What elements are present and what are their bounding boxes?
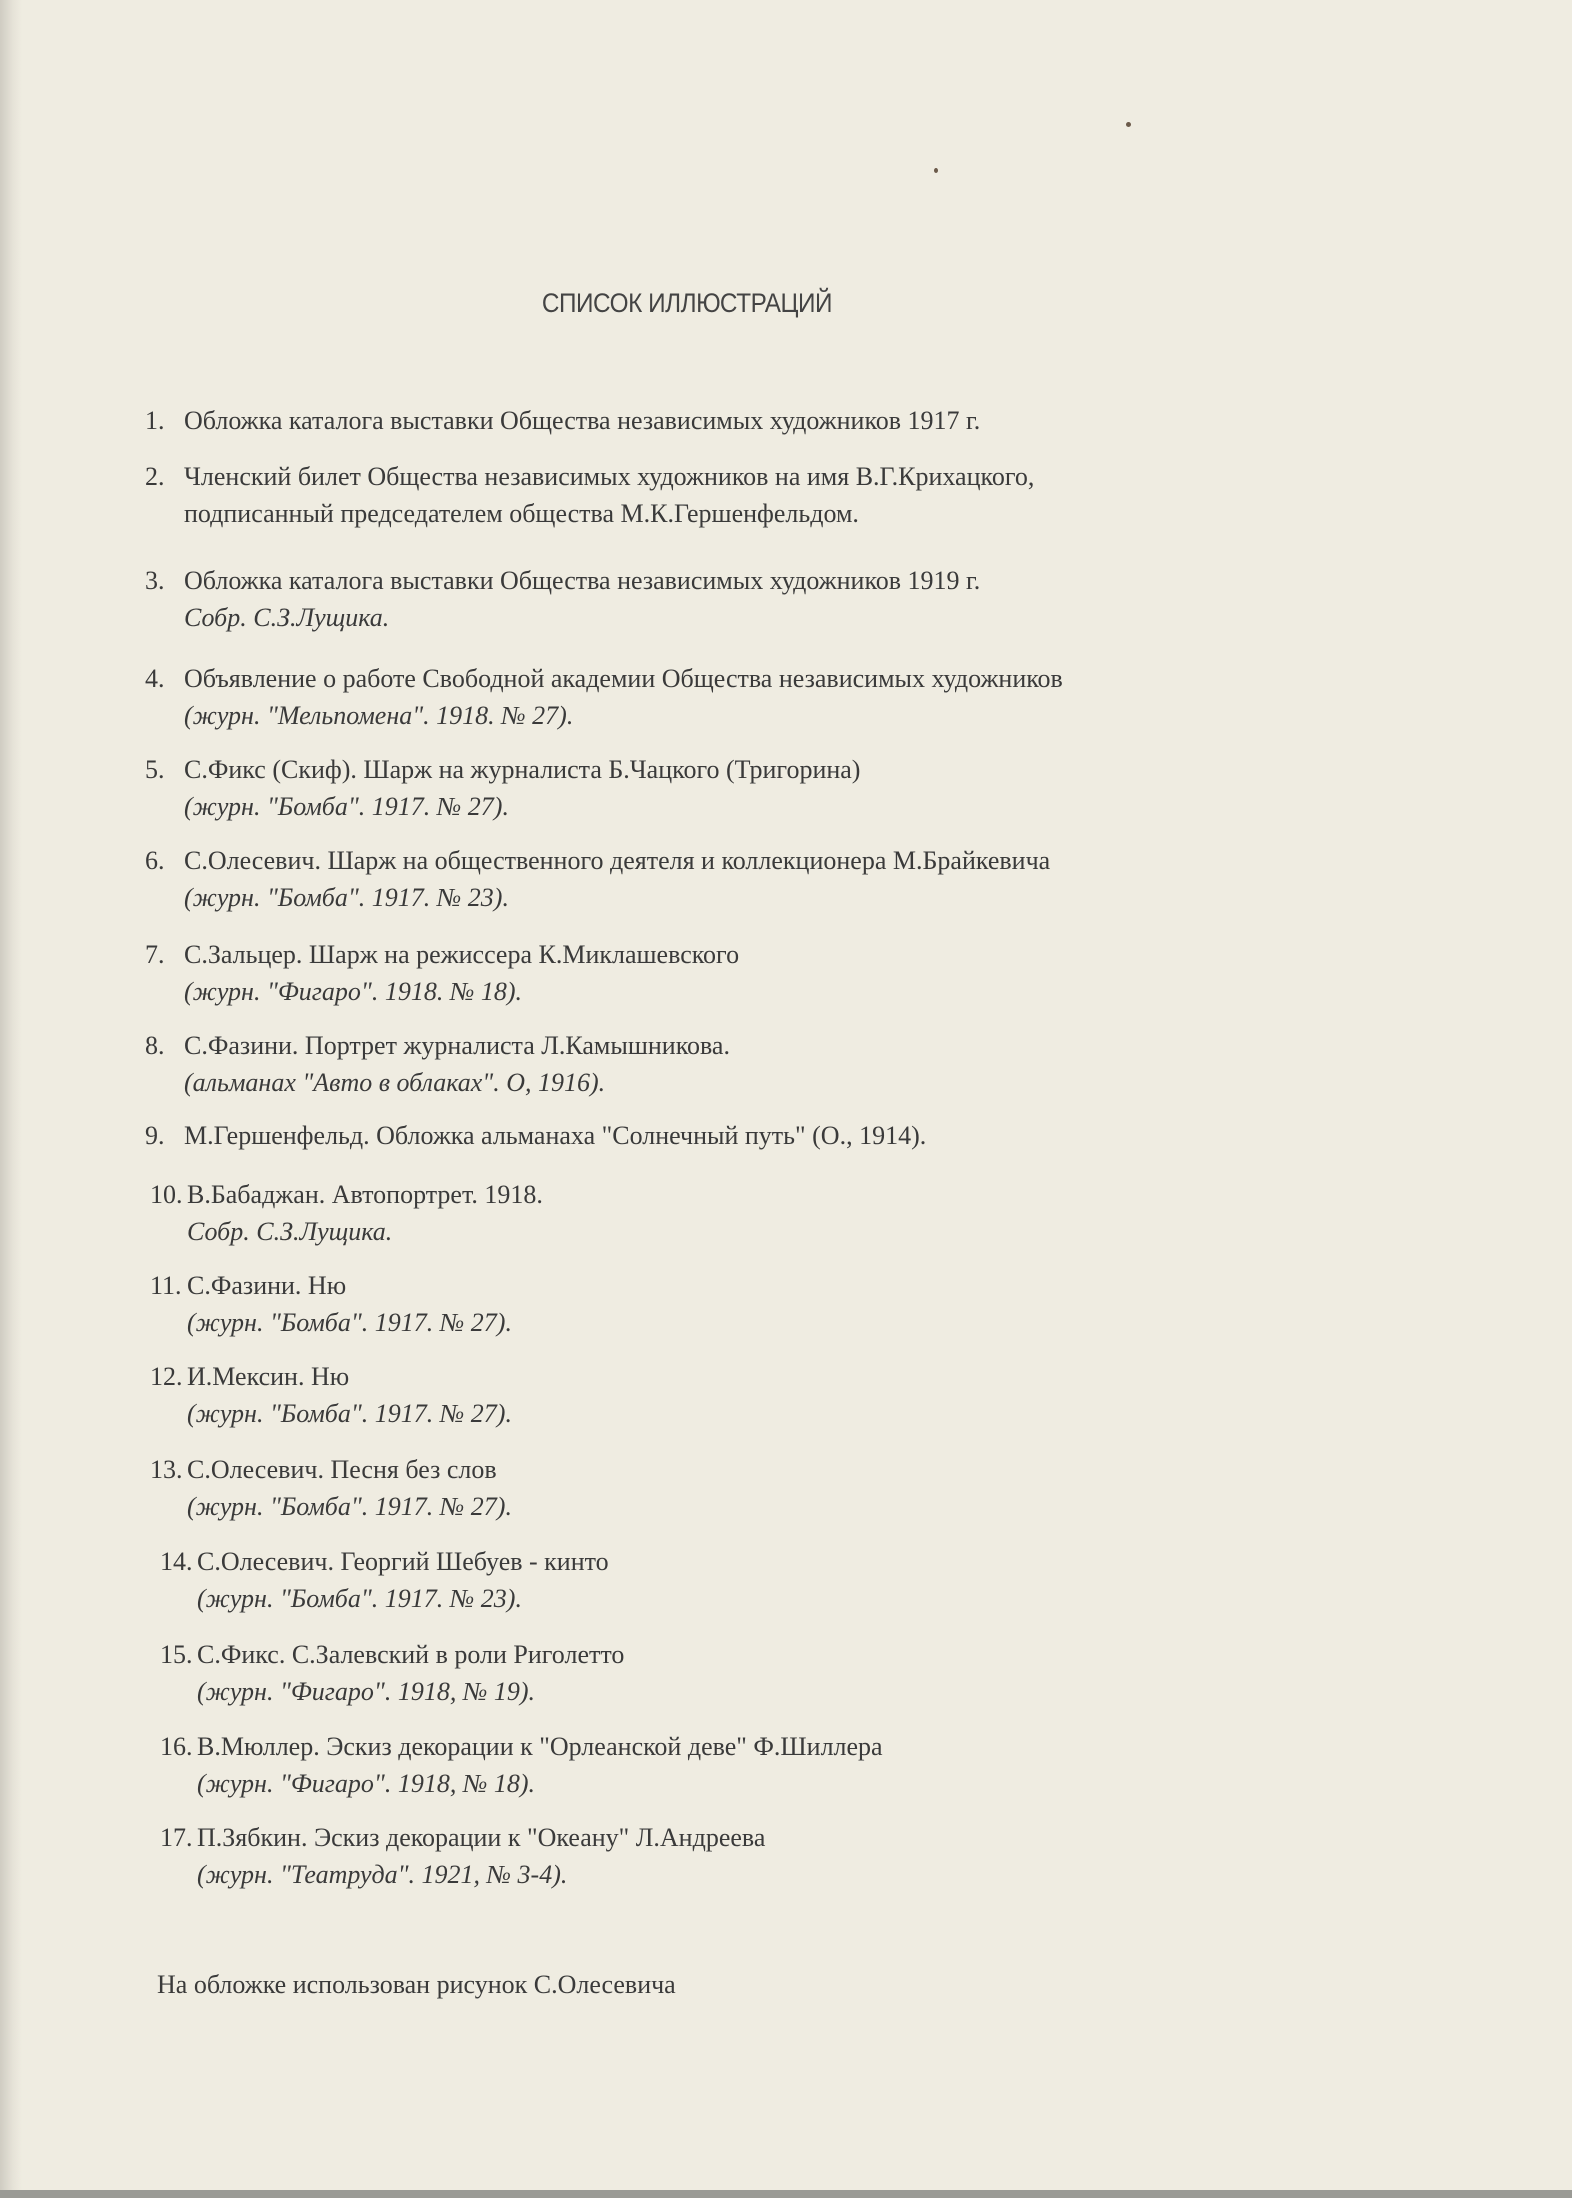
item-number: 15. [160,1640,193,1669]
item-number: 4. [145,664,165,693]
list-item [160,1636,624,1710]
page-title: СПИСОК ИЛЛЮСТРАЦИЙ [541,288,833,318]
item-title: С.Олесевич. Георгий Шебуев - кинто [197,1547,609,1576]
list-item [145,660,1063,734]
item-title: Членский билет Общества независимых художников на имя В.Г.Крихацкого, [184,462,1035,491]
item-number: 10. [150,1180,183,1209]
list-item [160,1728,883,1802]
list-item [150,1267,512,1341]
item-number: 5. [145,755,165,784]
list-item [145,842,1050,916]
item-source: (журн. "Бомба". 1917. № 27). [184,792,509,821]
list-item [145,402,980,439]
item-title: С.Фикс. С.Залевский в роли Риголетто [197,1640,625,1669]
item-number: 6. [145,846,165,875]
item-title: С.Зальцер. Шарж на режиссера К.Миклашевского [184,940,740,969]
paper-speck [1126,122,1131,127]
item-number: 1. [145,406,165,435]
item-number: 7. [145,940,165,969]
list-item [150,1451,512,1525]
list-item [160,1543,609,1617]
item-source: (журн. "Бомба". 1917. № 27). [187,1399,512,1428]
item-source: (журн. "Мельпомена". 1918. № 27). [184,701,574,730]
page-spine-shadow [0,0,22,2198]
item-number: 17. [160,1823,193,1852]
list-item [145,936,739,1010]
list-item [150,1176,543,1250]
item-number: 12. [150,1362,183,1391]
item-title: И.Мексин. Ню [187,1362,350,1391]
item-title: М.Гершенфельд. Обложка альманаха "Солнечный путь" (О., 1914). [184,1121,927,1150]
item-title-continued: подписанный председателем общества М.К.Гершенфельдом. [184,499,859,528]
item-number: 9. [145,1121,165,1150]
item-number: 16. [160,1732,193,1761]
item-title: В.Бабаджан. Автопортрет. 1918. [187,1180,543,1209]
list-item [145,562,980,636]
list-item [160,1819,765,1893]
item-title: П.Зябкин. Эскиз декорации к "Океану" Л.Андреева [197,1823,766,1852]
item-source: (журн. "Бомба". 1917. № 23). [184,883,509,912]
item-source: (альманах "Авто в облаках". О, 1916). [184,1068,606,1097]
item-source: (журн. "Фигаро". 1918, № 18). [197,1769,535,1798]
item-title: С.Фикс (Скиф). Шарж на журналиста Б.Чацкого (Тригорина) [184,755,861,784]
item-source: (журн. "Бомба". 1917. № 27). [187,1492,512,1521]
item-title: С.Олесевич. Шарж на общественного деятеля и коллекционера М.Брайкевича [184,846,1051,875]
item-source: (журн. "Фигаро". 1918, № 19). [197,1677,535,1706]
item-title: С.Фазини. Ню [187,1271,347,1300]
item-number: 11. [150,1271,182,1300]
item-source: Собр. С.З.Лущика. [187,1217,393,1246]
item-title: Объявление о работе Свободной академии Общества независимых художников [184,664,1063,693]
item-source: (журн. "Театруда". 1921, № 3-4). [197,1860,568,1889]
item-title: С.Олесевич. Песня без слов [187,1455,497,1484]
item-number: 2. [145,462,165,491]
list-item [145,458,1034,532]
item-title: Обложка каталога выставки Общества независимых художников 1919 г. [184,566,981,595]
paper-speck [934,168,938,173]
item-number: 14. [160,1547,193,1576]
item-source: Собр. С.З.Лущика. [184,603,390,632]
item-number: 3. [145,566,165,595]
list-item [145,1027,730,1101]
item-source: (журн. "Фигаро". 1918. № 18). [184,977,522,1006]
item-number: 8. [145,1031,165,1060]
cover-note: На обложке использован рисунок С.Олесевича [157,1970,676,1999]
list-item [150,1358,512,1432]
item-title: Обложка каталога выставки Общества независимых художников 1917 г. [184,406,981,435]
item-title: С.Фазини. Портрет журналиста Л.Камышникова. [184,1031,730,1060]
item-number: 13. [150,1455,183,1484]
page-bottom-edge [0,2190,1572,2198]
item-title: В.Мюллер. Эскиз декорации к "Орлеанской деве" Ф.Шиллера [197,1732,883,1761]
item-source: (журн. "Бомба". 1917. № 27). [187,1308,512,1337]
list-item [145,1117,926,1154]
item-source: (журн. "Бомба". 1917. № 23). [197,1584,522,1613]
list-item [145,751,860,825]
